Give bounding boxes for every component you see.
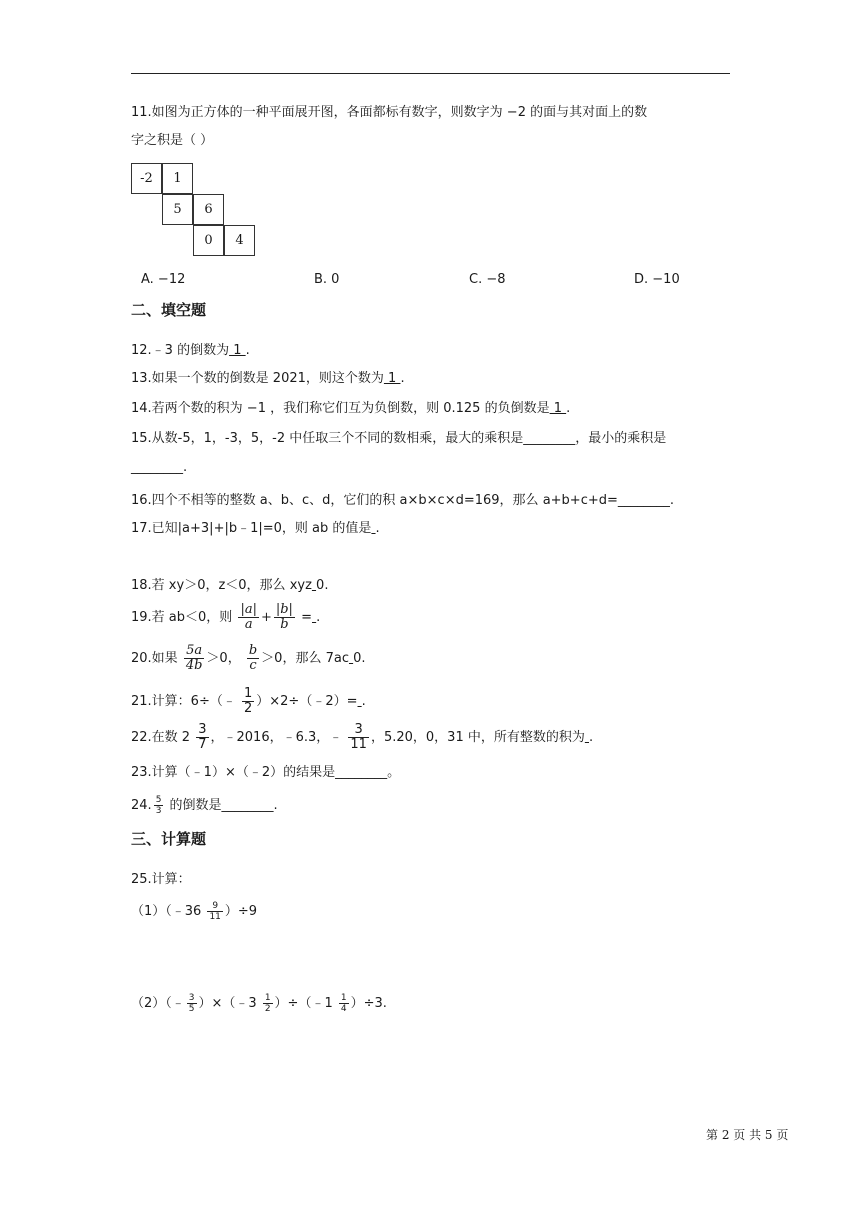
q25-p2-num2: 1 — [264, 993, 271, 1003]
q21-end: . — [361, 694, 366, 709]
q15-line2: ________. — [131, 460, 188, 475]
section-heading-calc: 三、计算题 — [131, 830, 207, 848]
q21-text: 21.计算：6÷（﹣ — [131, 694, 236, 709]
q20-text: 20.如果 — [131, 651, 178, 666]
section-heading-fill: 二、填空题 — [131, 301, 207, 319]
q25-p2-den2: 2 — [264, 1004, 271, 1014]
q25-p1-num: 9 — [207, 901, 222, 912]
q25-p1-fraction — [207, 901, 222, 922]
q20-fraction-2 — [247, 644, 259, 673]
q22-fraction-2 — [348, 723, 369, 752]
q20-num2: b — [248, 643, 258, 658]
q22-fraction-1 — [196, 723, 208, 752]
q17-end: . — [375, 521, 380, 536]
q11-line1: 11.如图为正方体的一种平面展开图，各面都标有数字，则数字为 −2 的面与其对面上的数 — [131, 105, 648, 120]
q19-den1: a — [244, 617, 253, 632]
q22-den2: 11 — [350, 737, 367, 752]
q17-text: 17.已知|a+3|+|b﹣1|=0，则 ab 的值是 — [131, 521, 372, 536]
q21-fraction — [242, 687, 254, 716]
q24-rest: 的倒数是________. — [165, 798, 278, 813]
q15-line1: 15.从数-5，1，-3，5，-2 中任取三个不同的数相乘，最大的乘积是________，最小的乘积是 — [131, 431, 667, 446]
q12 — [131, 342, 250, 360]
q25-p2-fraction-2 — [263, 993, 273, 1014]
q22 — [131, 720, 593, 756]
q11-option-a: A. −12 — [141, 272, 186, 287]
q21-den: 2 — [243, 701, 253, 716]
q22-text: 22.在数 2 — [131, 730, 191, 745]
q25-part1 — [131, 897, 257, 927]
net-cell: 1 — [162, 163, 193, 194]
q25-title: 25.计算： — [131, 872, 191, 887]
q18-text: 18.若 xy＞0，z＜0，那么 xyz — [131, 578, 312, 593]
q16: 16.四个不相等的整数 a、b、c、d，它们的积 a×b×c×d=169，那么 a+b+c+d=________. — [131, 493, 675, 508]
q14-end: . — [566, 401, 571, 416]
q12-text: 12.﹣3 的倒数为 — [131, 343, 230, 358]
q22-end: . — [589, 730, 594, 745]
header-rule — [131, 73, 730, 74]
q19-eq: = — [301, 610, 312, 625]
q20-den1: 4b — [185, 658, 203, 673]
cube-net — [131, 163, 259, 259]
q24-text: 24. — [131, 798, 152, 813]
q19 — [131, 600, 320, 636]
q24 — [131, 791, 278, 821]
q19-fraction-1 — [238, 603, 259, 632]
q13-text: 13.如果一个数的倒数是 2021，则这个数为 — [131, 371, 384, 386]
q11-line2: 字之积是（ ） — [131, 133, 214, 148]
q23: 23.计算（﹣1）×（﹣2）的结果是________。 — [131, 765, 401, 780]
q17 — [131, 520, 380, 538]
q25-p1-text: （1）（﹣36 — [131, 904, 206, 919]
q18-end: 0. — [316, 578, 329, 593]
q11-option-c: C. −8 — [469, 272, 506, 287]
page-footer: 第 2 页 共 5 页 — [706, 1128, 789, 1142]
q20-mid2: ＞0，那么 7ac — [261, 651, 349, 666]
q19-num2: |b| — [275, 602, 293, 617]
q19-den2: b — [280, 617, 289, 632]
q24-num: 5 — [155, 795, 162, 805]
q20 — [131, 641, 366, 677]
q13 — [131, 370, 405, 388]
q25-p2-den3: 4 — [340, 1004, 347, 1014]
q21 — [131, 684, 366, 720]
q25-part2 — [131, 989, 387, 1019]
q24-den: 3 — [155, 806, 162, 816]
q20-mid: ＞0， — [206, 651, 241, 666]
q25-p2-num3: 1 — [340, 993, 347, 1003]
q25-p2-text: （2）（﹣ — [131, 996, 185, 1011]
q12-end: . — [245, 343, 250, 358]
q22-num2: 3 — [348, 723, 369, 738]
q20-fraction-1 — [184, 644, 205, 673]
net-cell: 0 — [193, 225, 224, 256]
q20-num1: 5a — [184, 644, 205, 659]
q25-p2-fraction-1 — [187, 993, 197, 1014]
q22-mid: ，﹣2016，﹣6.3，﹣ — [210, 730, 343, 745]
q20-den2: c — [249, 658, 257, 673]
q19-end: . — [316, 610, 321, 625]
q25-p1-den: 11 — [209, 912, 221, 922]
q25-p2-fraction-3 — [339, 993, 349, 1014]
q18 — [131, 577, 328, 595]
q19-text: 19.若 ab＜0，则 — [131, 610, 233, 625]
q14-text: 14.若两个数的积为 −1 ，我们称它们互为负倒数，则 0.125 的负倒数是 — [131, 401, 550, 416]
net-cell: -2 — [131, 163, 162, 194]
q20-end: 0. — [353, 651, 366, 666]
q12-answer: 1 — [229, 343, 246, 358]
q25-p2-den1: 5 — [188, 1004, 195, 1014]
net-cell: 5 — [162, 194, 193, 225]
q25-p2-mid2: ）÷（﹣1 — [274, 996, 337, 1011]
q25-p2-num1: 3 — [188, 993, 195, 1003]
q14 — [131, 400, 570, 418]
q24-fraction — [154, 795, 164, 816]
q25-p2-rest: ）÷3. — [350, 996, 387, 1011]
q11-option-b: B. 0 — [314, 272, 340, 287]
q21-rest: ）×2÷（﹣2）= — [256, 694, 358, 709]
net-cell: 4 — [224, 225, 255, 256]
q11-option-d: D. −10 — [634, 272, 680, 287]
q21-num: 1 — [243, 686, 253, 701]
q22-num1: 3 — [198, 722, 207, 737]
q13-answer: 1 — [383, 371, 401, 386]
q13-end: . — [400, 371, 405, 386]
q25-p2-mid: ）×（﹣3 — [198, 996, 261, 1011]
q19-num1: |a| — [240, 602, 257, 617]
q25-p1-rest: ）÷9 — [224, 904, 258, 919]
q22-den1: 7 — [198, 737, 207, 752]
net-cell: 6 — [193, 194, 224, 225]
q22-mid2: ，5.20，0，31 中，所有整数的积为 — [370, 730, 585, 745]
q19-fraction-2 — [274, 603, 295, 632]
q19-plus: + — [260, 610, 272, 625]
q14-answer: 1 — [549, 401, 567, 416]
